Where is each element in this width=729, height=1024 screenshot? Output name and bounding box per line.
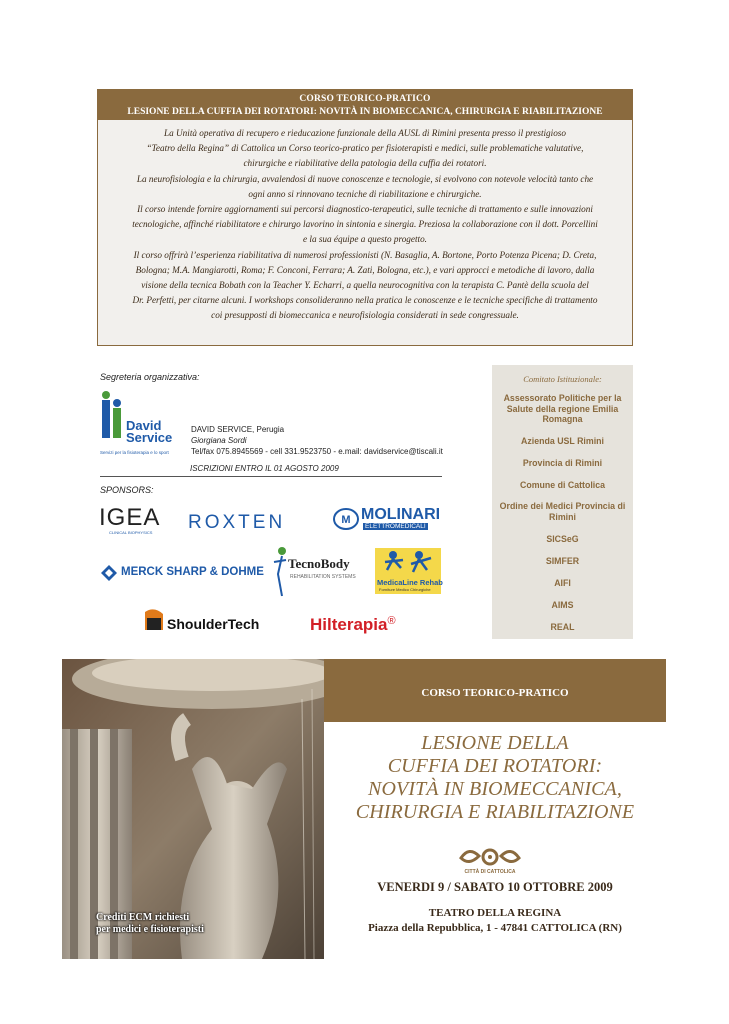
poster-title [324, 732, 666, 824]
institutional-committee [492, 365, 633, 639]
secretariat-person: Giorgiana Sordi [191, 436, 247, 445]
roxten-wordmark: ROXTEN [188, 512, 286, 533]
committee-item: AIMS [551, 600, 574, 610]
secretariat-details [191, 424, 443, 457]
tecnobody-tagline: REHABILITATION SYSTEMS [290, 574, 356, 580]
description-line: Il corso offrirà l’esperienza riabilitativa di numerosi professionisti (N. Basaglia, A. Bortone, Porto Potenza Picena; D. Creta, [133, 249, 597, 260]
course-title: LESIONE DELLA CUFFIA DEI ROTATORI: NOVITÀ IN BIOMECCANICA, CHIRURGIA E RIABILITAZIONE [127, 107, 603, 117]
divider [100, 476, 442, 477]
event-dates: VENERDI 9 / SABATO 10 OTTOBRE 2009 [377, 880, 613, 894]
venue-name: TEATRO DELLA REGINA [428, 907, 562, 919]
title-line: CUFFIA DEI ROTATORI: [387, 755, 603, 777]
course-description-box [97, 89, 633, 346]
title-line: CHIRURGIA E RIABILITAZIONE [355, 801, 635, 823]
title-line: LESIONE DELLA [421, 732, 569, 754]
description-line: Dr. Perfetti, per citarne alcuni. I workshops consolideranno nella pratica le conoscenze e le tecniche specifiche di trattamento [132, 295, 598, 306]
description-line: visione della tecnica Bobath con la Teacher Y. Echarri, a quella neurocognitiva con la terapista C. Pantè della scuola del [141, 280, 589, 291]
igea-wordmark: IGEA [99, 504, 161, 531]
committee-item: SIMFER [545, 556, 580, 566]
medicaline-logo [375, 548, 441, 594]
david-word: David [126, 418, 162, 433]
credits-line: per medici e fisioterapisti [96, 924, 204, 935]
committee-title: Comitato Istituzionale: [523, 374, 602, 384]
committee-item: Provincia di Rimini [522, 458, 603, 468]
cattolica-label: CITTÀ DI CATTOLICA [464, 869, 516, 875]
description-line: coi presupposti di biomeccanica e neurofisiologia considerati in sede congressuale. [211, 310, 519, 321]
medicaline-figures-icon [375, 548, 441, 578]
venue-address: Piazza della Repubblica, 1 - 47841 CATTOLICA (RN) [368, 922, 622, 934]
cattolica-emblem-icon [455, 846, 525, 868]
molinari-icon [333, 508, 359, 530]
secretariat-name: DAVID SERVICE, Perugia [191, 425, 285, 434]
registered-mark: ® [387, 615, 396, 627]
description-line: Il corso intende fornire aggiornamenti sui percorsi diagnostico-terapeutici, sulle tecniche di trattamento e sulle innovazioni [137, 204, 593, 215]
david-tagline: Servizi per la fisioterapia e lo sport [100, 450, 169, 455]
committee-item: SICSeG [546, 534, 579, 544]
registration-deadline: ISCRIZIONI ENTRO IL 01 AGOSTO 2009 [190, 464, 339, 473]
tecnobody-wordmark: TecnoBody [288, 556, 350, 571]
description-line: Bologna; M.A. Mangiarotti, Roma; F. Conconi, Ferrara; A. Zati, Bologna, etc.), e vari approcci e metodiche di lavoro, dalla [135, 264, 595, 275]
description-line: La neurofisiologia e la chirurgia, avvalendosi di nuove conoscenze e tecnologie, si evolvono con notevole velocità tanto che [136, 173, 594, 184]
secretariat-contacts: Tel/fax 075.8945569 - cell 331.9523750 - e.mail: davidservice@tiscali.it [191, 447, 443, 456]
committee-item: Ordine dei Medici Provincia di Rimini [499, 501, 626, 522]
david-service-logo [100, 390, 185, 462]
course-description [98, 120, 632, 324]
molinari-wordmark: MOLINARI [361, 506, 441, 523]
ecm-credits-note [96, 912, 236, 936]
svg-text:M: M [341, 514, 351, 526]
description-line: “Teatro della Regina” di Cattolica un Corso teorico-pratico per fisioterapisti e medici, sulle problematiche valutative, [146, 143, 584, 154]
committee-item: AIFI [554, 578, 571, 588]
molinari-tagline: ELETTROMEDICALI [365, 523, 426, 530]
description-line: La Unità operativa di recupero e rieducazione funzionale della AUSL di Rimini presenta presso il prestigioso [164, 128, 566, 138]
igea-tagline: CLINICAL BIOPHYSICS [109, 530, 153, 535]
description-line: tecnologiche, affinché riabilitatore e chirurgo lavorino in sintonia e sinergia. Preziosa la collaborazione con il dott. Porcellini [132, 219, 598, 230]
medicaline-wordmark: MedicaLine Rehab [377, 578, 443, 587]
merck-wordmark: MERCK SHARP & DOHME [121, 566, 264, 578]
secretariat-label: Segreteria organizzativa: [100, 372, 200, 382]
title-line: NOVITÀ IN BIOMECCANICA, [368, 778, 622, 800]
msd-icon [101, 565, 117, 581]
roxten-logo [188, 512, 285, 534]
credits-line: Crediti ECM richiesti [96, 912, 190, 923]
course-type: CORSO TEORICO-PRATICO [299, 94, 431, 104]
poster-course-type: CORSO TEORICO-PRATICO [421, 687, 569, 699]
tecnobody-figure-icon [270, 546, 290, 598]
shouldertech-wordmark: ShoulderTech [167, 616, 260, 632]
course-header [98, 90, 632, 120]
medicaline-tagline: Forniture Medico Chirurgiche [379, 587, 431, 592]
hilterapia-logo [310, 615, 396, 635]
description-line: e la sua équipe a questo progetto. [303, 234, 427, 245]
shouldertech-icon [143, 608, 165, 632]
igea-logo [99, 506, 159, 535]
description-line: chirurgiche e riabilitative della patologia della cuffia dei rotatori. [243, 158, 487, 169]
sponsors-label: SPONSORS: [100, 485, 154, 495]
committee-item: Assessorato Politiche per la Salute della regione Emilia Romagna [503, 393, 622, 424]
description-line: ogni anno si rinnovano tecniche di riabilitazione e chirurgiche. [248, 188, 482, 199]
service-word: Service [126, 430, 173, 445]
committee-item: REAL [550, 622, 575, 632]
committee-item: Comune di Cattolica [519, 480, 606, 490]
hilterapia-wordmark: Hilterapia [310, 615, 388, 634]
committee-item: Azienda USL Rimini [521, 436, 604, 446]
